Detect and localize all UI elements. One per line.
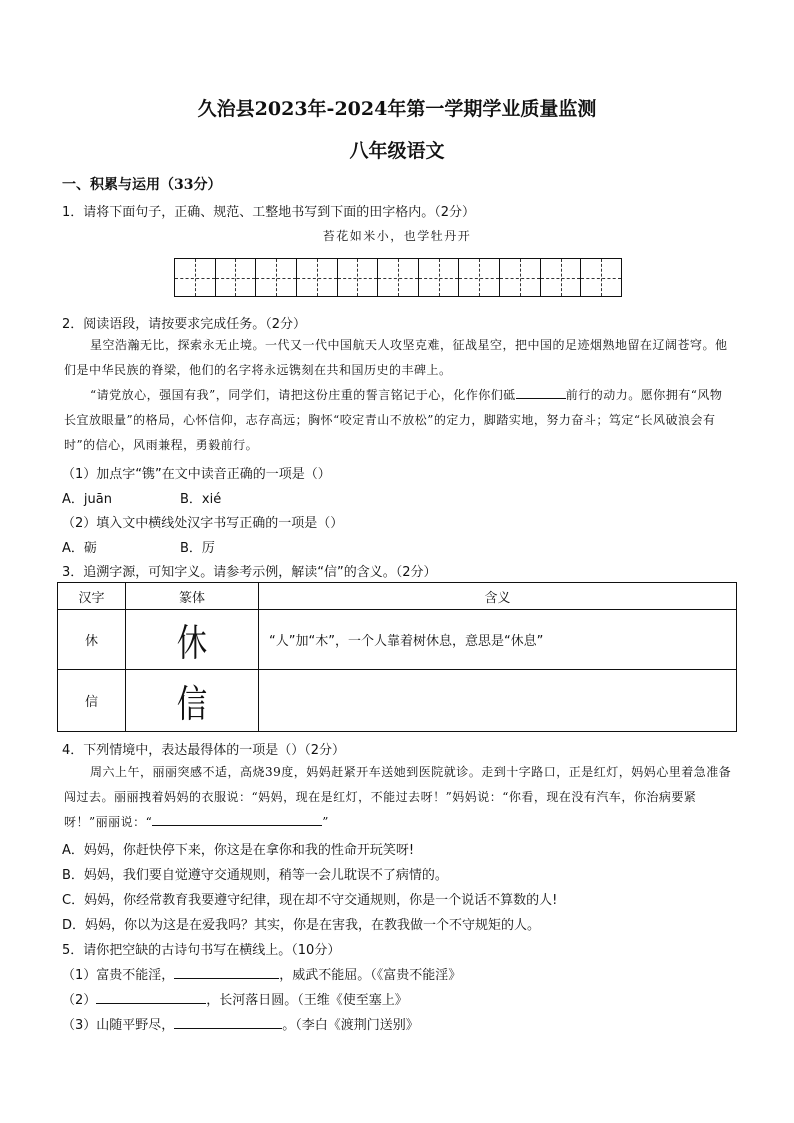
poem-blank[interactable] <box>96 991 206 1004</box>
q2-sub2: （2）填入文中横线处汉字书写正确的一项是（） <box>62 516 344 531</box>
q2-blank[interactable] <box>516 386 566 399</box>
q5-line-1-end: ，威武不能屈。（《富贵不能淫》 <box>279 968 462 983</box>
q5-line-1-start: （1）富贵不能淫， <box>62 968 175 983</box>
grid-cell[interactable] <box>419 259 460 296</box>
grid-cell[interactable] <box>581 259 621 296</box>
table-row <box>58 610 737 670</box>
q5-line-2-end: ，长河落日圆。（王维《使至塞上》 <box>206 993 408 1008</box>
q2-sub2-option-a: A．砺 <box>62 541 97 556</box>
q5-line-2 <box>62 989 408 1008</box>
grid-cell[interactable] <box>216 259 257 296</box>
q2-sub2-option-b: B．厉 <box>180 541 215 556</box>
q5-line-3 <box>62 1014 419 1033</box>
table-cell-seal <box>126 670 259 732</box>
seal-script-glyph: 信 <box>176 682 208 726</box>
q2-sub1: （1）加点字“镌”在文中读音正确的一项是（） <box>62 467 331 482</box>
q2-para2-start: “请党放心，强国有我”，同学们，请把这份庄重的誓言铭记于心，化作你们砥 <box>90 388 516 402</box>
q5-line-3-start: （3）山随平野尽， <box>62 1018 175 1033</box>
q4-scenario-close: ” <box>322 815 329 829</box>
table-cell-meaning: “人”加“木”，一个人靠着树休息，意思是“休息” <box>259 610 737 670</box>
q4-blank[interactable] <box>152 813 322 826</box>
table-cell-char: 信 <box>58 670 126 732</box>
grid-cell[interactable] <box>256 259 297 296</box>
page-subtitle: 八年级语文 <box>349 140 445 162</box>
page-title: 久治县2023年-2024年第一学期学业质量监测 <box>197 98 597 120</box>
q5-line-3-end: 。（李白《渡荆门送别》 <box>282 1018 419 1033</box>
q4-prompt: 4．下列情境中，表达最得体的一项是（）（2分） <box>62 743 346 758</box>
q1-prompt: 1．请将下面句子，正确、规范、工整地书写到下面的田字格内。（2分） <box>62 205 476 220</box>
table-header-row <box>58 583 737 610</box>
table-row <box>58 670 737 732</box>
q5-line-1 <box>62 964 461 983</box>
poem-blank[interactable] <box>174 966 279 979</box>
etymology-table <box>57 582 737 732</box>
table-cell-seal <box>126 610 259 670</box>
q5-line-2-start: （2） <box>62 993 97 1008</box>
grid-cell[interactable] <box>378 259 419 296</box>
q4-scenario <box>64 760 732 835</box>
q2-paragraph-1: 星空浩瀚无比，探索永无止境。一代又一代中国航天人攻坚克难，征战星空，把中国的足迹烟熟地留在辽阔苍穹。他们是中华民族的脊梁，他们的名字将永远镌刻在共和国历史的丰碑上。 <box>64 338 728 377</box>
q1-sentence: 苔花如米小，也学牡丹开 <box>322 229 472 243</box>
seal-script-glyph: 休 <box>176 621 208 665</box>
table-header: 篆体 <box>126 583 259 610</box>
grid-cell[interactable] <box>175 259 216 296</box>
grid-cell[interactable] <box>297 259 338 296</box>
table-cell-char: 休 <box>58 610 126 670</box>
q4-option-a: A．妈妈，你赶快停下来，你这是在拿你和我的性命开玩笑呀! <box>62 843 415 858</box>
grid-cell[interactable] <box>338 259 379 296</box>
table-header: 含义 <box>259 583 737 610</box>
grid-cell[interactable] <box>500 259 541 296</box>
q4-option-c: C．妈妈，你经常教育我要遵守纪律，现在却不守交通规则，你是一个说话不算数的人! <box>62 893 558 908</box>
q2-sub1-option-a: A．juān <box>62 492 112 507</box>
q2-prompt: 2．阅读语段，请按要求完成任务。（2分） <box>62 317 307 332</box>
q4-option-d: D．妈妈，你以为这是在爱我吗？其实，你是在害我，在教我做一个不守规矩的人。 <box>62 918 541 933</box>
tianzi-grid[interactable] <box>174 258 622 297</box>
q2-para2-end: 前行的动力。愿你拥有“风物长宜放眼量”的格局，心怀信仰，志存高远；胸怀“咬定青山不放松”的定力，脚踏实地，努力奋斗；笃定“长风破浪会有时”的信心，风雨兼程，勇毅前行。 <box>64 388 723 452</box>
q2-sub1-option-b: B．xié <box>180 492 222 507</box>
section-heading: 一、积累与运用（33分） <box>62 177 222 193</box>
q5-prompt: 5．请你把空缺的古诗句书写在横线上。（10分） <box>62 943 341 958</box>
q3-prompt: 3．追溯字源，可知字义。请参考示例，解读“信”的含义。（2分） <box>62 565 437 580</box>
answer-cell[interactable] <box>259 670 737 732</box>
q4-option-b: B．妈妈，我们要自觉遵守交通规则，稍等一会儿耽误不了病情的。 <box>62 868 448 883</box>
table-header: 汉字 <box>58 583 126 610</box>
poem-blank[interactable] <box>174 1016 282 1029</box>
grid-cell[interactable] <box>459 259 500 296</box>
q4-scenario-text: 周六上午，丽丽突感不适，高烧39度，妈妈赶紧开车送她到医院就诊。走到十字路口，正是红灯，妈妈心里着急准备闯过去。丽丽拽着妈妈的衣服说：“妈妈，现在是红灯，不能过去呀！”妈妈说：“你看，现在没有汽车，你治病要紧呀！”丽丽说：“ <box>64 765 732 829</box>
grid-cell[interactable] <box>541 259 582 296</box>
q2-paragraph-2 <box>64 383 732 458</box>
